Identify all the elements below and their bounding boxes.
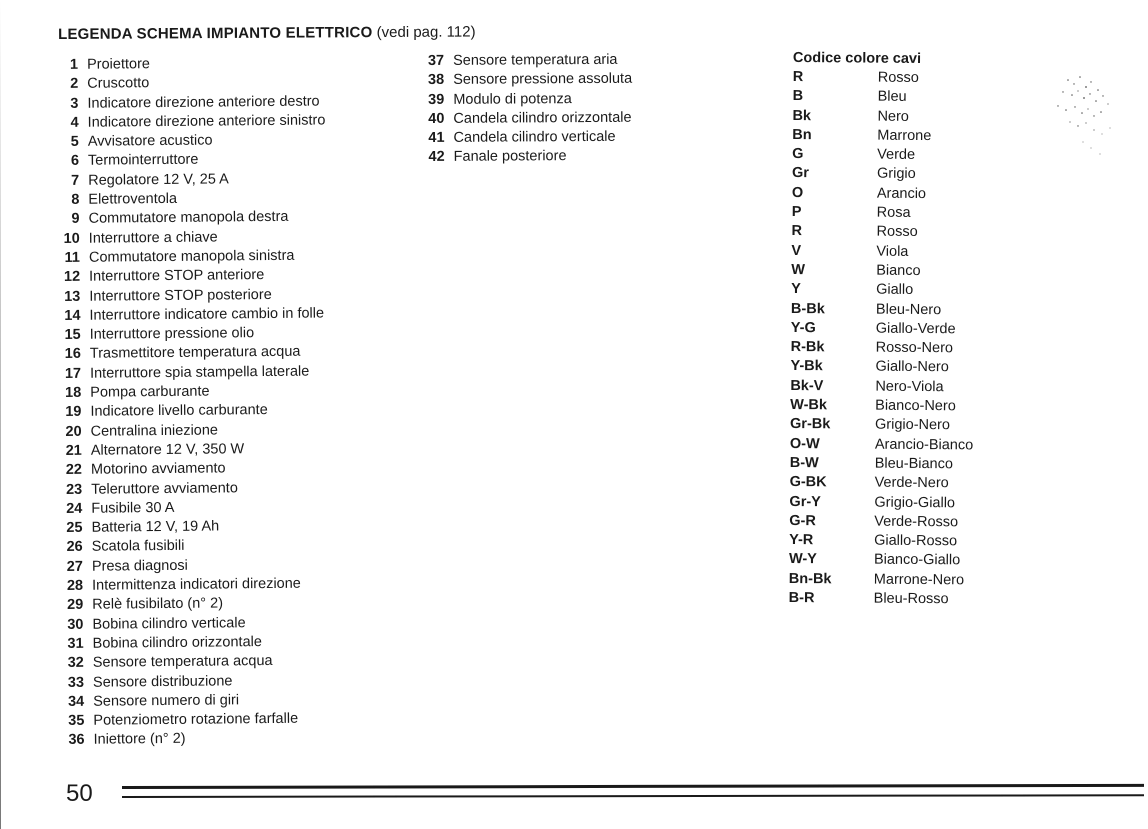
legend-item-number: 14 (64, 307, 81, 324)
page-title (58, 23, 476, 43)
color-code-row (790, 396, 973, 417)
color-code-row (791, 280, 974, 301)
color-code-row (791, 319, 974, 340)
legend-item-label: Fanale posteriore (453, 148, 567, 166)
legend-item (424, 70, 632, 91)
color-name: Viola (876, 243, 909, 260)
legend-item-label: Intermittenza indicatori direzione (92, 575, 301, 594)
color-name: Nero-Viola (875, 378, 944, 395)
legend-item-label: Teleruttore avviamento (91, 479, 238, 498)
legend-item-number: 36 (68, 732, 85, 749)
color-code: V (791, 242, 802, 259)
color-code: O-W (789, 435, 820, 452)
legend-item-number: 41 (428, 130, 445, 147)
color-name: Rosso (877, 69, 919, 86)
legend-item (62, 478, 329, 500)
legend-item (58, 53, 325, 75)
legend-item-number: 16 (64, 346, 81, 363)
color-code: Gr (791, 165, 810, 182)
color-code-row (789, 550, 972, 571)
legend-title: LEGENDA SCHEMA IMPIANTO ELETTRICO (58, 24, 373, 43)
legend-item-number: 13 (64, 288, 81, 305)
scan-edge-shadow (0, 0, 1, 829)
color-code-row (790, 454, 973, 475)
legend-item-label: Avvisatore acustico (87, 132, 213, 150)
color-name: Bleu-Bianco (874, 455, 953, 473)
legend-item-label: Commutatore manopola destra (88, 209, 289, 228)
wire-color-code-section (789, 49, 977, 610)
legend-item-label: Trasmettitore temperatura acqua (89, 344, 301, 363)
scan-noise-speckle (1028, 62, 1128, 172)
legend-item (60, 227, 327, 249)
legend-item-label: Centralina iniezione (90, 422, 219, 440)
color-name: Nero (877, 108, 909, 125)
color-code: Y-G (790, 319, 816, 337)
color-code: Gr-Bk (789, 416, 831, 433)
color-name: Bianco-Giallo (873, 552, 961, 569)
legend-item-number: 30 (67, 616, 84, 633)
legend-item-label: Presa diagnosi (91, 557, 188, 575)
color-name: Bleu-Nero (875, 301, 942, 318)
color-code: Bn-Bk (788, 570, 832, 588)
legend-item-label: Elettroventola (88, 190, 178, 208)
legend-item (58, 92, 325, 114)
legend-item-label: Alternatore 12 V, 350 W (90, 441, 245, 459)
color-code-row (790, 357, 973, 378)
color-code: Bk-V (790, 377, 824, 394)
color-code: Y (791, 281, 801, 298)
legend-item-number: 31 (67, 635, 84, 652)
legend-item-number: 4 (70, 114, 79, 131)
color-code: W-Y (788, 551, 817, 568)
legend-item-number: 6 (70, 153, 80, 170)
legend-item-number: 25 (66, 519, 83, 537)
legend-item (59, 189, 326, 211)
color-name: Grigio-Giallo (874, 494, 956, 511)
footer-rule-thick (122, 784, 1144, 789)
color-code: R-Bk (790, 339, 825, 356)
legend-item (59, 169, 326, 191)
color-code-row (792, 203, 975, 224)
legend-item (61, 343, 328, 365)
color-code-row (791, 242, 974, 263)
legend-item (62, 497, 329, 519)
legend-item-number: 27 (66, 558, 83, 575)
legend-item-number: 12 (63, 269, 81, 286)
legend-item-label: Relè fusibilato (n° 2) (92, 595, 224, 614)
legend-item-number: 24 (66, 500, 83, 517)
legend-item-label: Indicatore livello carburante (90, 402, 268, 421)
color-code-heading: Codice colore cavi (792, 49, 922, 68)
color-code-row (792, 107, 975, 128)
legend-item-number: 29 (67, 597, 84, 614)
legend-item-label: Fusibile 30 A (91, 499, 175, 517)
legend-item-label: Batteria 12 V, 19 Ah (91, 518, 220, 536)
color-code: W-Bk (790, 397, 828, 414)
color-code: B-W (789, 454, 819, 472)
color-code-row (791, 222, 974, 243)
color-name: Rosso (876, 224, 918, 241)
color-code-row (789, 531, 972, 552)
legend-item (64, 632, 331, 654)
legend-item-label: Potenziometro rotazione farfalle (93, 710, 299, 729)
legend-item-number: 39 (428, 91, 445, 108)
color-code: P (791, 204, 802, 221)
color-name: Grigio-Nero (874, 417, 951, 434)
color-name: Rosa (876, 204, 911, 222)
color-code: B-Bk (790, 300, 825, 317)
color-name: Bianco-Nero (875, 397, 956, 415)
color-code: Bk (792, 107, 812, 124)
color-code-row (791, 261, 974, 282)
color-name: Bleu-Rosso (873, 590, 949, 608)
legend-item-number: 5 (70, 133, 79, 151)
legend-item-number: 19 (65, 404, 82, 421)
legend-item (425, 147, 633, 168)
color-code: G-R (789, 512, 816, 530)
color-code-row (793, 87, 976, 108)
legend-item (59, 111, 326, 133)
legend-item (63, 555, 330, 577)
page-reference: (vedi pag. 112) (376, 23, 476, 42)
legend-item-label: Interruttore STOP posteriore (89, 286, 272, 305)
legend-item-number: 11 (64, 249, 81, 266)
color-name: Rosso-Nero (875, 339, 954, 357)
legend-item (424, 128, 632, 149)
legend-item-label: Sensore pressione assoluta (453, 71, 633, 89)
color-name: Verde-Rosso (874, 513, 959, 531)
color-name: Verde-Nero (874, 474, 949, 492)
legend-list-mid (424, 51, 633, 168)
legend-item-number: 1 (69, 56, 79, 73)
color-code: Y-R (789, 532, 814, 549)
legend-item-label: Bobina cilindro orizzontale (92, 633, 262, 652)
legend-item-number: 22 (65, 462, 83, 479)
legend-item-number: 28 (66, 577, 84, 594)
legend-item (59, 131, 326, 153)
legend-item-label: Interruttore a chiave (88, 229, 218, 247)
color-name: Marrone (877, 127, 932, 144)
legend-item (60, 246, 327, 268)
color-code: W (791, 261, 806, 279)
legend-item-number: 33 (67, 674, 85, 691)
color-code-row (790, 377, 973, 398)
color-code: O (791, 184, 804, 201)
legend-item-label: Sensore temperatura acqua (92, 653, 273, 671)
legend-item (64, 671, 331, 693)
color-code-row (790, 473, 973, 494)
color-name: Giallo-Verde (875, 320, 956, 338)
legend-item-number: 18 (65, 384, 82, 401)
color-code-row (791, 338, 974, 359)
legend-item (58, 73, 325, 95)
legend-item (64, 690, 331, 712)
legend-item (62, 517, 329, 539)
color-code: G-BK (789, 474, 827, 491)
legend-item-label: Termointerruttore (87, 152, 199, 170)
legend-item-number: 26 (66, 539, 83, 556)
legend-item-label: Modulo di potenza (453, 90, 572, 108)
color-code: Bn (792, 126, 812, 144)
color-code-row (790, 415, 973, 436)
legend-item-label: Cruscotto (87, 75, 150, 93)
legend-item (424, 89, 632, 110)
legend-item (63, 594, 330, 616)
color-code-row (789, 570, 972, 591)
legend-item-number: 17 (64, 365, 82, 382)
legend-item (59, 208, 326, 230)
color-code-row (790, 435, 973, 456)
color-code: Y-Bk (790, 358, 823, 375)
legend-item-label: Indicatore direzione anteriore sinistro (87, 112, 326, 131)
legend-item-label: Proiettore (87, 56, 151, 73)
legend-item-label: Interruttore STOP anteriore (89, 267, 265, 285)
legend-item-label: Regolatore 12 V, 25 A (88, 171, 229, 189)
legend-item (62, 420, 329, 442)
color-name: Marrone-Nero (873, 571, 965, 589)
legend-item (63, 613, 330, 635)
legend-item-label: Motorino avviamento (90, 460, 226, 478)
legend-item-label: Interruttore spia stampella laterale (89, 363, 310, 382)
color-name: Bianco (876, 262, 921, 279)
legend-item (64, 710, 331, 732)
color-code: R (791, 223, 803, 240)
legend-item-number: 7 (71, 172, 80, 189)
legend-item-number: 9 (71, 211, 80, 228)
page-number: 50 (66, 780, 93, 807)
color-code-row (792, 164, 975, 185)
legend-item-label: Candela cilindro verticale (453, 129, 616, 147)
legend-item-number: 3 (70, 95, 79, 112)
legend-item-number: 23 (65, 481, 83, 498)
legend-item-number: 20 (65, 423, 82, 440)
color-name: Giallo (876, 281, 914, 299)
legend-item (61, 401, 328, 423)
legend-item-number: 21 (65, 442, 82, 459)
legend-item-label: Commutatore manopola sinistra (88, 247, 295, 266)
legend-item-label: Interruttore indicatore cambio in folle (89, 305, 325, 324)
color-code-row (791, 300, 974, 321)
legend-item (62, 459, 329, 481)
color-code-row (792, 184, 975, 205)
color-code-row (789, 493, 972, 514)
legend-item (424, 109, 632, 130)
legend-item-number: 10 (63, 230, 80, 247)
legend-item (64, 652, 331, 674)
color-code-row (789, 589, 972, 610)
color-name: Verde (877, 146, 916, 164)
legend-item-number: 42 (428, 149, 445, 166)
legend-item (63, 536, 330, 558)
legend-item-number: 37 (427, 52, 445, 69)
color-name: Bleu (877, 88, 907, 106)
color-name: Arancio-Bianco (874, 436, 974, 454)
legend-item (62, 439, 329, 461)
legend-item-label: Indicatore direzione anteriore destro (87, 93, 320, 112)
legend-list-left (58, 53, 331, 750)
color-code-row (792, 126, 975, 147)
color-name: Giallo-Rosso (874, 532, 958, 550)
legend-item-number: 2 (70, 76, 79, 93)
legend-item-number: 40 (428, 110, 445, 127)
legend-item-label: Scatola fusibili (91, 538, 185, 556)
legend-item-number: 15 (64, 326, 81, 344)
legend-item (61, 324, 328, 346)
legend-item-number: 32 (67, 654, 84, 672)
legend-item-number: 34 (67, 693, 85, 710)
color-code-list (789, 68, 977, 610)
legend-item (64, 729, 331, 751)
legend-item-label: Sensore temperatura aria (453, 51, 618, 69)
color-code: B-R (788, 589, 815, 607)
legend-item (60, 304, 327, 326)
color-code: G (792, 146, 804, 163)
color-code: B (792, 88, 804, 105)
color-code: Gr-Y (789, 493, 821, 510)
color-name: Arancio (876, 185, 927, 202)
legend-item-label: Iniettore (n° 2) (93, 731, 186, 749)
legend-item (61, 381, 328, 403)
color-code-row (793, 68, 976, 89)
legend-item-label: Interruttore pressione olio (89, 325, 255, 343)
legend-item-number: 35 (68, 712, 85, 730)
legend-item-number: 8 (71, 191, 80, 208)
color-code-row (789, 512, 972, 533)
legend-item (61, 362, 328, 384)
legend-item-label: Pompa carburante (90, 383, 210, 401)
legend-item (63, 574, 330, 596)
legend-item-label: Candela cilindro orizzontale (453, 109, 632, 127)
legend-item (60, 285, 327, 307)
color-code: R (792, 68, 804, 86)
color-name: Grigio (876, 166, 916, 183)
legend-item-label: Bobina cilindro verticale (92, 614, 246, 633)
color-name: Giallo-Nero (875, 359, 949, 376)
legend-item-number: 38 (427, 72, 445, 89)
color-code-row (792, 145, 975, 166)
legend-item (59, 150, 326, 172)
legend-item (60, 266, 327, 288)
legend-item-label: Sensore numero di giri (93, 692, 240, 710)
legend-item (424, 51, 632, 72)
footer-rule-thin (122, 794, 1144, 798)
legend-item-label: Sensore distribuzione (92, 672, 233, 691)
